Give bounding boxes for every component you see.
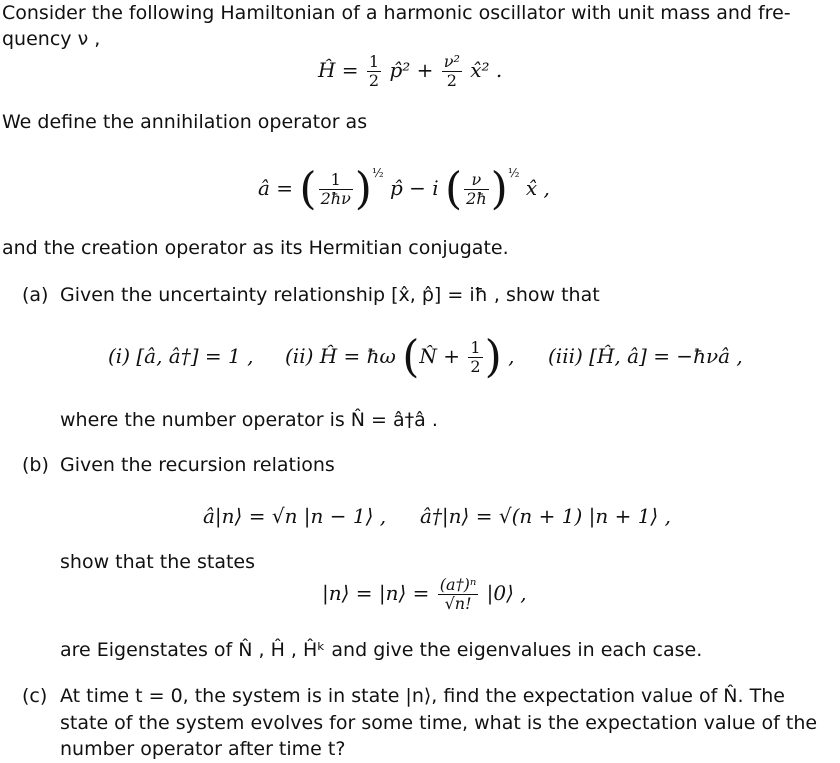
part-a-label: (a): [22, 284, 49, 306]
recursion-relation-1: â|n⟩ = √n |n − 1⟩ ,: [203, 504, 387, 528]
part-b-label: (b): [22, 454, 49, 476]
hamiltonian-term-1: p̂² +: [389, 58, 434, 82]
number-operator-text: where the number operator is N̂ = â†â .: [60, 409, 438, 431]
eq-ii-inner: N̂ +: [419, 344, 461, 368]
hamiltonian-term-2: x̂² .: [470, 58, 503, 82]
annihilation-fraction-1: [319, 171, 353, 208]
part-a-equation-i: (i) [â, â†] = 1 ,: [108, 344, 254, 368]
fraction-numerator: (a†)ⁿ: [439, 575, 477, 594]
eq-ii-suffix: ,: [508, 344, 515, 368]
state-fraction: [438, 576, 479, 613]
part-a-text: Given the uncertainty relationship [x̂, p̂] = iħ , show that: [60, 284, 600, 306]
part-a-equation-ii: [285, 331, 515, 383]
right-paren: ): [354, 163, 372, 215]
part-a-equation-iii: (iii) [Ĥ, â] = −ħνâ ,: [548, 344, 743, 368]
right-paren: ): [484, 331, 502, 383]
annihilation-intro: We define the annihilation operator as: [2, 111, 368, 133]
state-equation: [322, 563, 527, 623]
fraction-denominator: 2: [446, 71, 457, 90]
annihilation-equation: [258, 150, 550, 215]
recursion-relation-2: â†|n⟩ = √(n + 1) |n + 1⟩ ,: [420, 504, 671, 528]
annihilation-lhs: â =: [258, 176, 294, 200]
annihilation-mid: p̂ − i: [389, 176, 439, 200]
part-c-label: (c): [22, 685, 48, 707]
part-c-line-2: state of the system evolves for some time, what is the expectation value of the: [60, 712, 818, 734]
fraction-denominator: 2ħν: [320, 189, 351, 208]
hamiltonian-equation: [318, 50, 502, 90]
fraction-denominator: 2: [470, 357, 481, 376]
hamiltonian-lhs: Ĥ =: [318, 58, 359, 82]
eq-ii-prefix: (ii) Ĥ = ħω: [285, 344, 396, 368]
exponent: ½: [507, 166, 520, 180]
show-states-text: show that the states: [60, 551, 256, 573]
right-paren: ): [490, 163, 508, 215]
fraction-numerator: ν²: [443, 52, 460, 71]
part-c-line-3: number operator after time t?: [60, 738, 346, 760]
eq-ii-fraction: [468, 339, 482, 376]
eigenstates-text: are Eigenstates of N̂ , Ĥ , Ĥᵏ and give the eigenvalues in each case.: [60, 639, 703, 661]
fraction-numerator: 1: [368, 52, 380, 71]
creation-text: and the creation operator as its Hermitian conjugate.: [2, 237, 509, 259]
left-paren: (: [402, 331, 420, 383]
fraction-denominator: 2ħ: [466, 189, 487, 208]
part-b-text: Given the recursion relations: [60, 454, 335, 476]
intro-line-1: Consider the following Hamiltonian of a harmonic oscillator with unit mass and fre-: [2, 2, 791, 24]
annihilation-fraction-2: [464, 171, 488, 208]
hamiltonian-fraction-1: [367, 53, 381, 90]
fraction-numerator: ν: [464, 171, 488, 190]
part-c-line-1: At time t = 0, the system is in state |n⟩, find the expectation value of N̂. The: [60, 685, 785, 707]
annihilation-end: x̂ ,: [525, 176, 550, 200]
hamiltonian-fraction-2: [442, 53, 462, 90]
left-paren: (: [445, 163, 463, 215]
state-lhs: |n⟩ = |n⟩ =: [322, 581, 430, 605]
fraction-numerator: 1: [319, 171, 353, 190]
state-suffix: |0⟩ ,: [486, 581, 527, 605]
intro-line-2: quency ν ,: [2, 28, 101, 50]
exponent: ½: [371, 166, 384, 180]
fraction-denominator: 2: [368, 71, 380, 90]
fraction-denominator: √n!: [444, 594, 472, 613]
fraction-numerator: 1: [470, 338, 481, 357]
left-paren: (: [299, 163, 317, 215]
